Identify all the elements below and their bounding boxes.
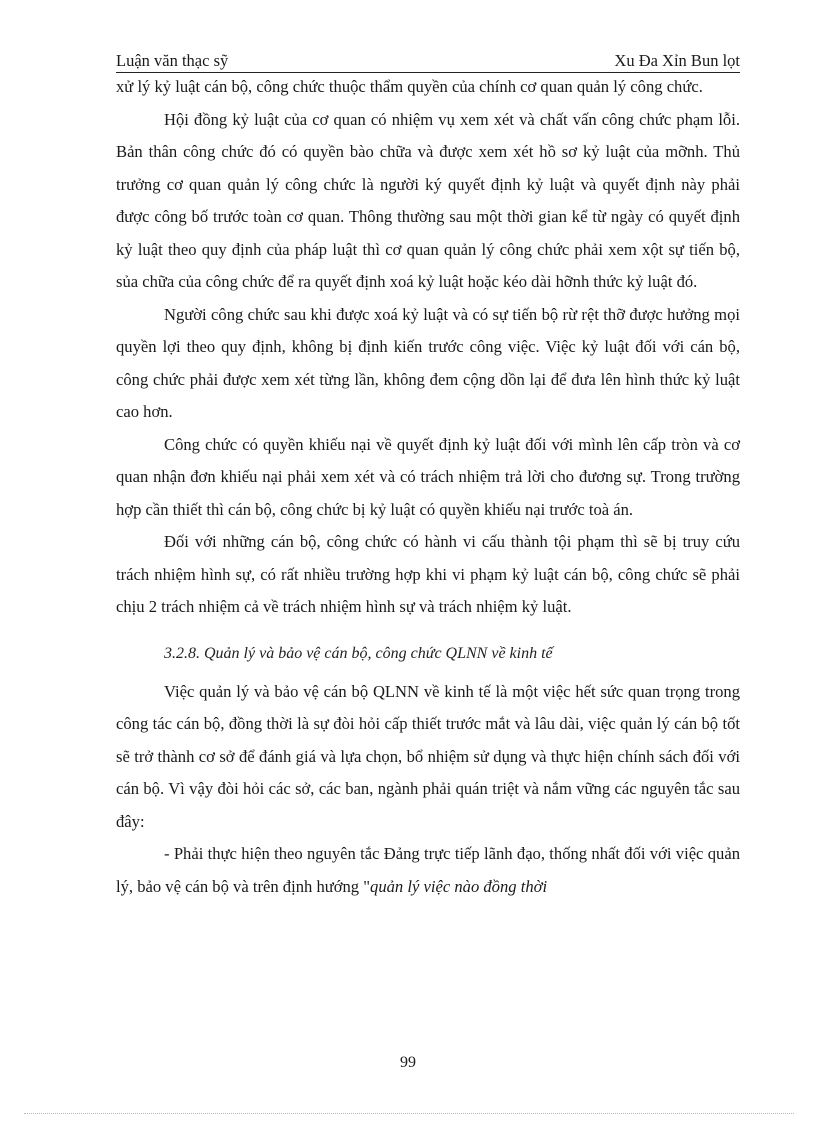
paragraph-after-removal: Người công chức sau khi được xoá kỷ luật và có sự tiến bộ rừ rệt thỡ được hưởng mọi quyền lợi theo quy định, không bị định kiến trước công việc. Việc kỷ luật đối với cán bộ, công chức phải được xem xét từng lần, không đem cộng dồn lại để đưa lên hình thức kỷ luật cao hơn. [116,304,740,421]
paragraph-disciplinary-council: Hội đồng kỷ luật của cơ quan có nhiệm vụ xem xét và chất vấn công chức phạm lỗi. Bản thân công chức đó có quyền bào chữa và được xem xét hồ sơ kỷ luật của mỡnh. Thủ trưởng cơ quan quản lý công chức là người ký quyết định kỷ luật và quyết định này phải được công bố trước toàn cơ quan. Thông thường sau một thời gian kể từ ngày có quyết định kỷ luật theo quy định của pháp luật thì cơ quan quản lý công chức phải xem xột sự tiến bộ, sủa chữa của công chức để ra quyết định xoá kỷ luật hoặc kéo dài hỡnh thức kỷ luật đó. [116,109,740,291]
page-bottom-divider [24,1113,794,1114]
paragraph-criminal-liability: Đối với những cán bộ, công chức có hành vi cấu thành tội phạm thì sẽ bị truy cứu trách nhiệm hình sự, có rất nhiều trường hợp khi vi phạm kỷ luật cán bộ, công chức sẽ phải chịu 2 trách nhiệm cả về trách nhiệm hình sự và trách nhiệm kỷ luật. [116,532,740,616]
paragraph-party-leadership-text: - Phải thực hiện theo nguyên tắc Đảng trực tiếp lãnh đạo, thống nhất đối với việc quản lý, bảo vệ cán bộ và trên định hướng " [116,844,740,896]
document-body [116,71,740,903]
page-number: 99 [400,1054,416,1071]
section-heading: 3.2.8. Quản lý và bảo vệ cán bộ, công chức QLNN về kinh tế [164,644,553,662]
header-author-name: Xu Đa Xỉn Bun lọt [614,51,740,70]
page-header [116,48,740,73]
paragraph-right-to-complain: Công chức có quyền khiếu nại về quyết định kỷ luật đối với mình lên cấp tròn và cơ quan nhận đơn khiếu nại phải xem xét và có trách nhiệm trả lời cho đương sự. Trong trường hợp cần thiết thì cán bộ, công chức bị kỷ luật có quyền khiếu nại trước toà án. [116,434,740,519]
paragraph-italic-quote: quản lý việc nào đồng thời [370,876,548,896]
paragraph-management-protection: Việc quản lý và bảo vệ cán bộ QLNN về kinh tế là một việc hết sức quan trọng trong công tác cán bộ, đồng thời là sự đòi hỏi cấp thiết trước mắt và lâu dài, việc quản lý cán bộ tốt sẽ trở thành cơ sở để đánh giá và lựa chọn, bổ nhiệm sử dụng và thực hiện chính sách đối với cán bộ. Vì vậy đòi hỏi các sở, các ban, ngành phải quán triệt và nắm vững các nguyên tắc sau đây: [116,681,740,831]
paragraph-continuation: xử lý kỷ luật cán bộ, công chức thuộc thẩm quyền của chính cơ quan quản lý công chức. [116,77,703,96]
paragraph-party-leadership-principle [116,838,740,903]
header-thesis-label: Luận văn thạc sỹ [116,51,229,70]
